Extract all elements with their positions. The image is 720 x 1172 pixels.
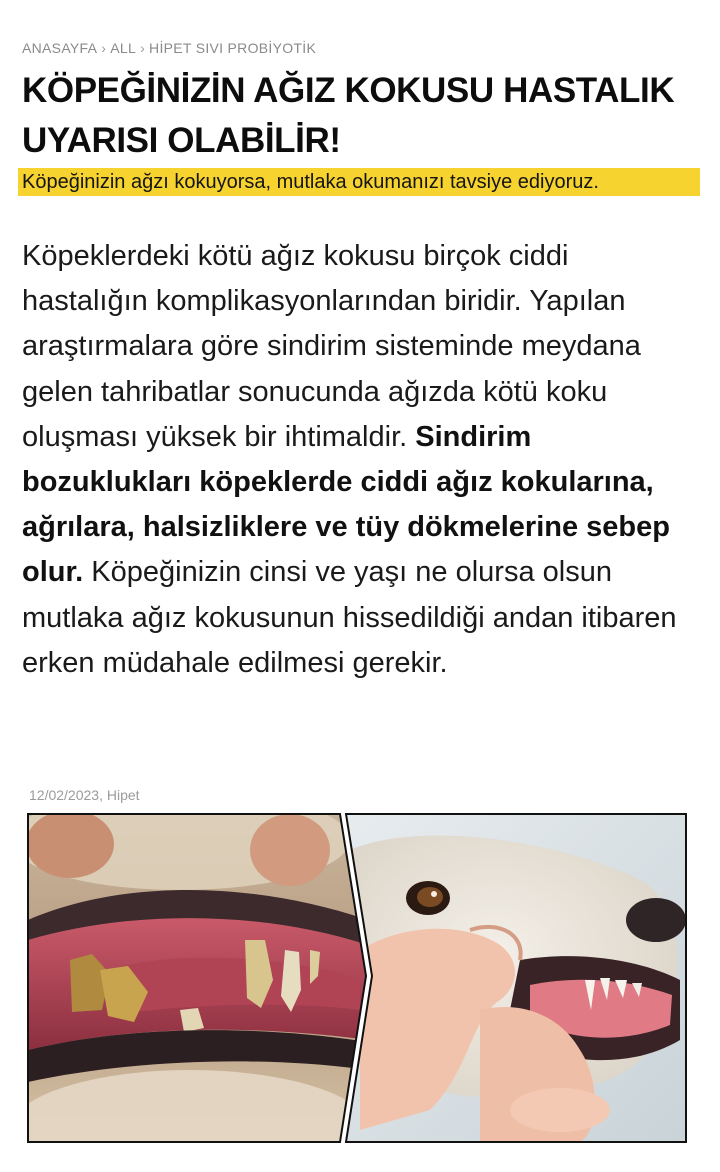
article-body [22, 234, 702, 686]
page-title: KÖPEĞİNİZİN AĞIZ KOKUSU HASTALIK UYARISI OLABİLİR! [22, 71, 675, 160]
breadcrumb-separator: › [140, 40, 146, 56]
article-text-bold: Sindirim bozuklukları köpeklerde ciddi ağız kokularına, ağrılara, halsizliklere ve tüy dökmelerine sebep olur. [22, 420, 670, 589]
article-image [0, 810, 720, 1150]
highlight-subtitle: Köpeğinizin ağzı kokuyorsa, mutlaka okumanızı tavsiye ediyoruz. [18, 168, 700, 196]
breadcrumb-category-link[interactable]: ALL [110, 40, 137, 56]
dog-mouth-check-photo [346, 814, 686, 1144]
breadcrumb-product-link[interactable]: HİPET SIVI PROBİYOTİK [149, 40, 317, 56]
article-text-outro: Köpeğinizin cinsi ve yaşı ne olursa olsun mutlaka ağız kokusunun hissedildiği andan itibaren erken müdahale edilmesi gerekir. [22, 556, 677, 679]
article-text-intro: Köpeklerdeki kötü ağız kokusu birçok ciddi hastalığın komplikasyonlarından biridir. Yapılan araştırmalara göre sindirim sisteminde meydana gelen tahribatlar sonucunda ağızda kötü koku oluşması yüksek bir ihtimaldir. [22, 240, 641, 453]
breadcrumb [22, 40, 316, 56]
dental-tartar-photo [10, 810, 370, 1150]
breadcrumb-separator: › [101, 40, 107, 56]
breadcrumb-home-link[interactable]: ANASAYFA [22, 40, 98, 56]
article-meta: 12/02/2023, Hipet [29, 787, 140, 803]
